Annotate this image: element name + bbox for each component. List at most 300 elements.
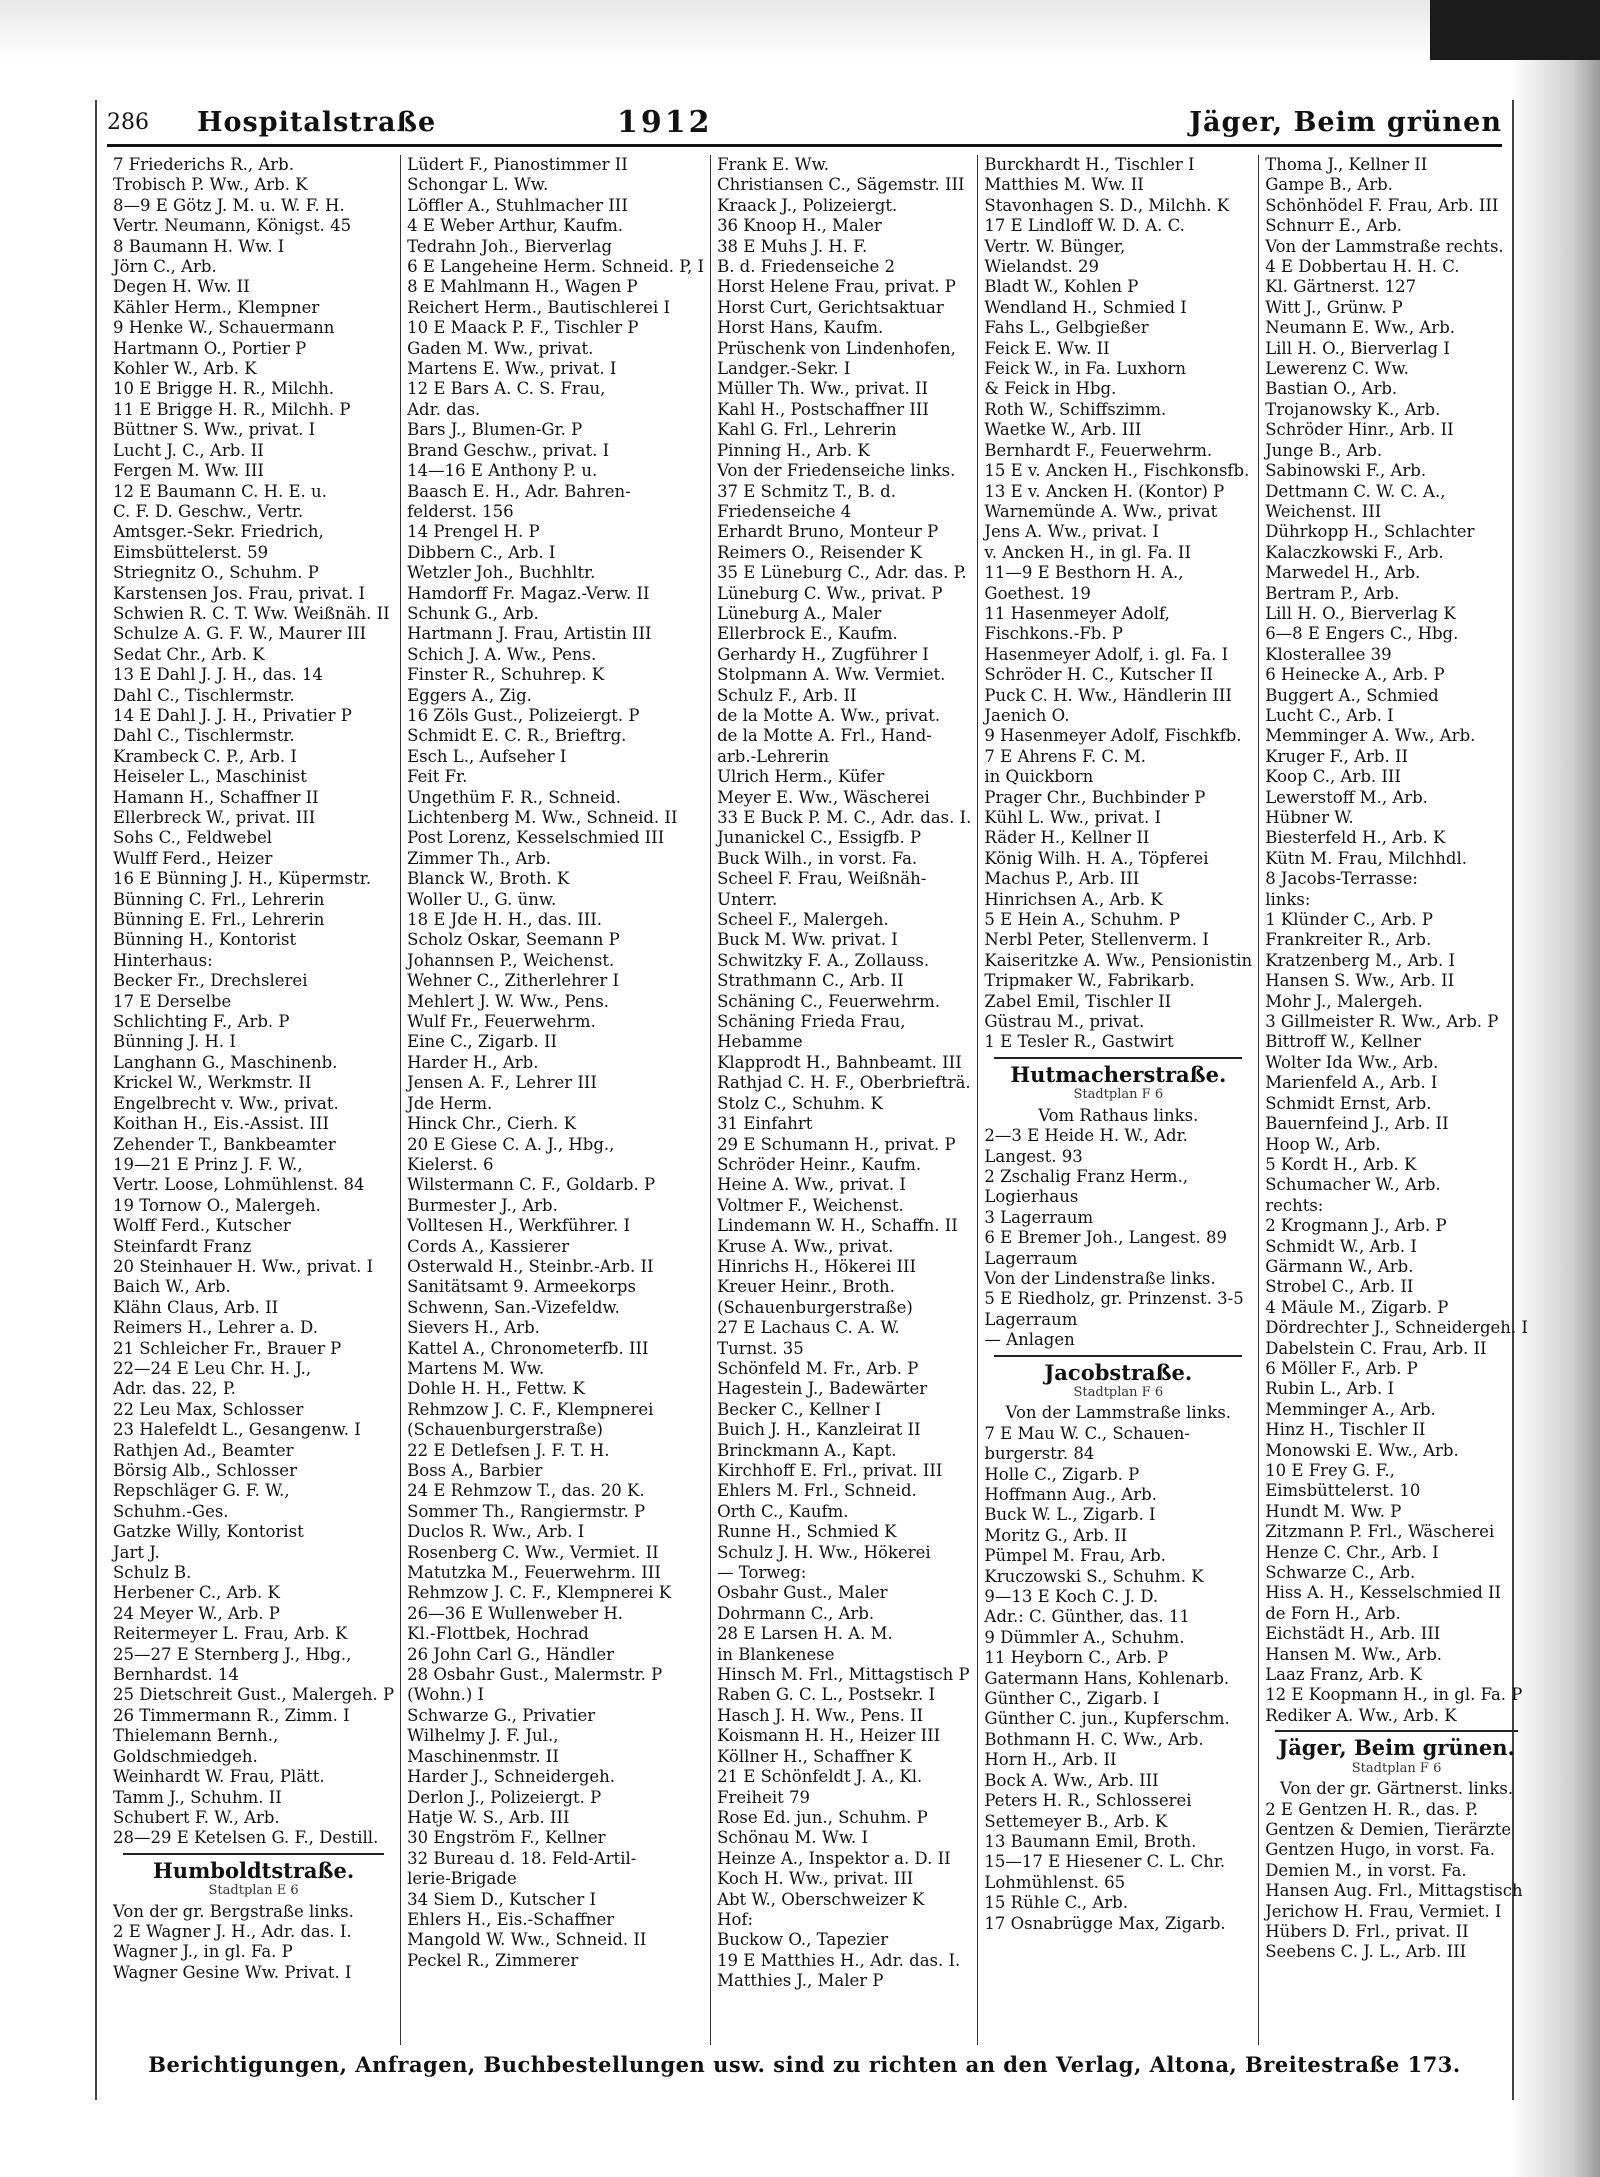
directory-entry: Büttner S. Ww., privat. I	[113, 420, 316, 440]
directory-entry: 9 Dümmler A., Schuhm.	[984, 1627, 1185, 1647]
directory-entry: Degen H. Ww. II	[113, 277, 250, 297]
directory-entry: Schäning Frieda Frau,	[717, 1012, 906, 1032]
directory-entry: Orth C., Kaufm.	[717, 1501, 849, 1521]
directory-entry: 14 Prengel H. P	[407, 522, 540, 542]
directory-entry: Tedrahn Joh., Bierverlag	[407, 236, 613, 256]
directory-entry: Brinckmann A., Kapt.	[717, 1440, 897, 1460]
directory-entry: Maschinenmstr. II	[407, 1746, 559, 1766]
directory-entry: Junanickel C., Essigfb. P	[717, 828, 922, 848]
directory-entry: Gentzen Hugo, in vorst. Fa.	[1265, 1840, 1496, 1860]
directory-entry: Wolff Ferd., Kutscher	[113, 1216, 291, 1236]
directory-entry: Rehmzow J. C. F., Klempnerei K	[407, 1583, 672, 1603]
directory-entry: Peters H. R., Schlosserei	[984, 1791, 1192, 1811]
directory-entry: Kalaczkowski F., Arb.	[1265, 542, 1444, 562]
publisher-footer: Berichtigungen, Anfragen, Buchbestellungen usw. sind zu richten an den Verlag, Altona, Breitestraße 173.	[148, 2052, 1461, 2077]
directory-entry: Dabelstein C. Frau, Arb. II	[1265, 1338, 1487, 1358]
directory-entry: Osterwald H., Steinbr.-Arb. II	[407, 1256, 654, 1276]
directory-entry: Schubert F. W., Arb.	[113, 1807, 280, 1827]
directory-entry: Koithan H., Eis.-Assist. III	[113, 1114, 330, 1134]
directory-entry: Woller U., G. ünw.	[407, 889, 557, 909]
directory-entry: Hinrichsen A., Arb. K	[984, 889, 1163, 909]
directory-entry: Schmidt Ernst, Arb.	[1265, 1093, 1432, 1113]
directory-entry: lerie-Brigade	[407, 1869, 517, 1889]
directory-entry: Hof:	[717, 1909, 754, 1929]
directory-entry: Kaiseritzke A. Ww., Pensionistin	[984, 950, 1253, 970]
directory-entry: Striegnitz O., Schuhm. P	[113, 563, 319, 583]
directory-entry: Wilhelmy J. F. Jul.,	[407, 1726, 559, 1746]
directory-entry: Witt J., Grünw. P	[1265, 297, 1403, 317]
directory-entry: Hinrichs H., Hökerei III	[717, 1256, 917, 1276]
directory-entry: 22 E Detlefsen J. F. T. H.	[407, 1440, 610, 1460]
directory-entry: Bars J., Blumen-Gr. P	[407, 420, 583, 440]
directory-entry: 17 E Lindloff W. D. A. C.	[984, 216, 1185, 236]
directory-entry: Trojanowsky K., Arb.	[1265, 399, 1441, 419]
directory-entry: 26—36 E Wullenweber H.	[407, 1603, 624, 1623]
directory-entry: Gärmann W., Arb.	[1265, 1256, 1414, 1276]
directory-entry: Hoffmann Aug., Arb.	[984, 1485, 1157, 1504]
directory-entry: Bladt W., Kohlen P	[984, 277, 1139, 297]
directory-entry: 13 E v. Ancken H. (Kontor) P	[984, 481, 1225, 501]
directory-entry: Memminger A. Ww., Arb.	[1265, 726, 1476, 746]
directory-entry: 28 E Larsen H. A. M.	[717, 1624, 893, 1644]
directory-entry: 11—9 E Besthorn H. A.,	[984, 563, 1184, 583]
street-direction-note: Vom Rathaus links.	[1038, 1105, 1199, 1125]
directory-entry: Lucht C., Arb. I	[1265, 705, 1394, 725]
directory-entry: Wulf Fr., Feuerwehrm.	[407, 1012, 596, 1032]
directory-entry: Adr. das. 22, P.	[113, 1379, 236, 1399]
scan-corner	[1430, 0, 1600, 60]
directory-entry: Bernhardst. 14	[113, 1665, 239, 1685]
directory-entry: Sievers H., Arb.	[407, 1318, 540, 1338]
directory-entry: 1 Klünder C., Arb. P	[1265, 910, 1433, 930]
directory-entry: Volltesen H., Werkführer. I	[407, 1216, 631, 1236]
directory-entry: Kattel A., Chronometerfb. III	[407, 1338, 649, 1358]
directory-entry: Kohler W., Arb. K	[113, 359, 257, 379]
directory-entry: felderst. 156	[407, 501, 514, 521]
directory-entry: Klapprodt H., Bahnbeamt. III	[717, 1052, 962, 1072]
directory-entry: Junge B., Arb.	[1265, 440, 1383, 460]
directory-entry: Buggert A., Schmied	[1265, 685, 1439, 705]
street-direction-note: Von der Lammstraße links.	[1005, 1403, 1232, 1423]
directory-entry: Stolz C., Schuhm. K	[717, 1093, 883, 1113]
street-heading: Hutmacherstraße.	[1010, 1061, 1227, 1087]
directory-entry: Bertram P., Arb.	[1265, 583, 1400, 603]
directory-entry: Reimers H., Lehrer a. D.	[113, 1318, 318, 1338]
directory-entry: Strathmann C., Arb. II	[717, 971, 904, 991]
directory-entry: Kl.-Flottbek, Hochrad	[407, 1624, 589, 1644]
directory-entry: Hansen S. Ww., Arb. II	[1265, 971, 1455, 991]
section-rule	[123, 1853, 384, 1855]
street-right-title: Jäger, Beim grünen	[1189, 106, 1502, 138]
directory-entry: Bünning E. Frl., Lehrerin	[113, 910, 325, 930]
directory-entry: Eimsbüttelerst. 10	[1265, 1481, 1421, 1501]
directory-entry: Wolter Ida Ww., Arb.	[1265, 1052, 1439, 1072]
directory-entry: Gerhardy H., Zugführer I	[717, 644, 929, 664]
directory-entry: Osbahr Gust., Maler	[717, 1583, 888, 1603]
directory-entry: Von der Lindenstraße links.	[984, 1268, 1216, 1288]
directory-entry: Derlon J., Polizeiergt. P	[407, 1787, 602, 1807]
directory-entry: Fergen M. Ww. III	[113, 461, 264, 481]
directory-entry: Wetzler Joh., Buchhltr.	[407, 563, 596, 583]
directory-entry: Harder H., Arb.	[407, 1052, 539, 1072]
directory-entry: Zimmer Th., Arb.	[407, 848, 552, 868]
directory-entry: Schwien R. C. T. Ww. Weißnäh. II	[113, 603, 390, 623]
directory-entry: Köllner H., Schaffner K	[717, 1746, 912, 1766]
directory-entry: rechts:	[1265, 1195, 1324, 1215]
directory-entry: Hebamme	[717, 1032, 803, 1052]
directory-entry: 4 E Weber Arthur, Kaufm.	[407, 216, 624, 236]
directory-entry: 12 E Baumann C. H. E. u.	[113, 481, 327, 501]
directory-entry: Lewerenz C. Ww.	[1265, 359, 1409, 379]
directory-entry: Kütn M. Frau, Milchhdl.	[1265, 848, 1467, 868]
directory-entry: Pümpel M. Frau, Arb.	[984, 1546, 1166, 1566]
directory-entry: Lewerstoff M., Arb.	[1265, 787, 1428, 807]
directory-entry: 2 E Wagner J. H., Adr. das. I.	[113, 1921, 352, 1941]
directory-entry: Schönhödel F. Frau, Arb. III	[1265, 195, 1499, 215]
directory-entry: Wehner C., Zitherlehrer I	[407, 971, 620, 991]
directory-entry: Eichstädt H., Arb. III	[1265, 1624, 1441, 1644]
directory-entry: Horst Hans, Kaufm.	[717, 318, 884, 338]
directory-entry: 22—24 E Leu Chr. H. J.,	[113, 1358, 312, 1378]
directory-entry: Baich W., Arb.	[113, 1277, 231, 1297]
directory-entry: Reimers O., Reisender K	[717, 542, 922, 562]
directory-entry: 4 Mäule M., Zigarb. P	[1265, 1297, 1449, 1317]
directory-entry: Raben G. C. L., Postsekr. I	[717, 1685, 935, 1705]
directory-entry: Hamdorff Fr. Magaz.-Verw. II	[407, 583, 650, 603]
directory-entry: Langhann G., Maschinenb.	[113, 1052, 338, 1072]
directory-entry: Koop C., Arb. III	[1265, 767, 1401, 787]
directory-entry: Buich J. H., Kanzleirat II	[717, 1420, 921, 1440]
directory-entry: Vertr. W. Bünger,	[984, 236, 1126, 256]
directory-entry: Hundt M. Ww. P	[1265, 1501, 1402, 1521]
directory-entry: Thoma J., Kellner II	[1265, 155, 1428, 174]
directory-entry: Brand Geschw., privat. I	[407, 440, 610, 460]
directory-entry: Schwitzky F. A., Zollauss.	[717, 950, 930, 970]
directory-entry: Rathjad C. H. F., Oberbriefträ.	[717, 1073, 971, 1093]
directory-entry: Hansen Aug. Frl., Mittagstisch	[1265, 1881, 1523, 1901]
directory-entry: 24 E Rehmzow T., das. 20 K.	[407, 1481, 645, 1501]
directory-entry: Becker C., Kellner I	[717, 1399, 882, 1419]
section-rule	[994, 1057, 1242, 1059]
directory-entry: Gatermann Hans, Kohlenarb.	[984, 1668, 1230, 1688]
directory-entry: 29 E Schumann H., privat. P	[717, 1134, 956, 1154]
directory-entry: Marienfeld A., Arb. I	[1265, 1073, 1438, 1093]
directory-entry: Vertr. Loose, Lohmühlenst. 84	[113, 1175, 365, 1195]
directory-entry: Puck C. H. Ww., Händlerin III	[984, 685, 1232, 705]
directory-entry: Scholz Oskar, Seemann P	[407, 930, 620, 950]
directory-entry: Hinz H., Tischler II	[1265, 1420, 1426, 1440]
city-map-reference: Stadtplan E 6	[208, 1883, 299, 1899]
directory-entry: 6 E Langeheine Herm. Schneid. P, I	[407, 257, 705, 277]
directory-entry: Finster R., Schuhrep. K	[407, 665, 605, 685]
directory-entry: Bernhardt F., Feuerwehrm.	[984, 440, 1213, 460]
directory-entry: Kahl G. Frl., Lehrerin	[717, 420, 897, 440]
directory-entry: 12 E Bars A. C. S. Frau,	[407, 379, 606, 399]
section-rule	[1275, 1730, 1518, 1732]
street-left-title: Hospitalstraße	[197, 106, 437, 138]
directory-entry: Ungethüm F. R., Schneid.	[407, 787, 621, 807]
directory-entry: Lichtenberg M. Ww., Schneid. II	[407, 808, 678, 827]
directory-entry: Amtsger.-Sekr. Friedrich,	[113, 522, 324, 542]
directory-entry: Hartmann J. Frau, Artistin III	[407, 624, 652, 644]
directory-entry: Schröder Heinr., Kaufm.	[717, 1154, 922, 1174]
column-4	[978, 155, 1259, 2045]
year-title: 1912	[617, 104, 713, 140]
directory-entry: 8 Jacobs-Terrasse:	[1265, 869, 1418, 889]
directory-entry: 2 Krogmann J., Arb. P	[1265, 1216, 1447, 1236]
directory-entry: Dördrechter J., Schneidergeh. I	[1265, 1318, 1528, 1338]
directory-entry: Dahl C., Tischlermstr.	[113, 685, 295, 705]
directory-entry: 5 E Riedholz, gr. Prinzenst. 3-5	[984, 1289, 1244, 1309]
directory-entry: Löffler A., Stuhlmacher III	[407, 195, 628, 215]
directory-entry: Unterr.	[717, 889, 778, 909]
directory-entry: Langest. 93	[984, 1146, 1083, 1166]
directory-entry: Rathjen Ad., Beamter	[113, 1440, 294, 1460]
directory-entry: 21 Schleicher Fr., Brauer P	[113, 1338, 342, 1358]
directory-entry: Duclos R. Ww., Arb. I	[407, 1522, 585, 1542]
directory-entry: Kraack J., Polizeiergt.	[717, 195, 898, 215]
directory-entry: 26 John Carl G., Händler	[407, 1644, 614, 1664]
directory-entry: Seebens C. J. L., Arb. III	[1265, 1942, 1467, 1962]
directory-entry: Neumann E. Ww., Arb.	[1265, 318, 1456, 338]
directory-entry: Kruse A. Ww., privat.	[717, 1236, 894, 1256]
directory-entry: Ellerbreck W., privat. III	[113, 808, 316, 827]
directory-entry: 20 E Giese C. A. J., Hbg.,	[407, 1134, 615, 1154]
directory-entry: 6 E Bremer Joh., Langest. 89	[984, 1228, 1227, 1248]
directory-entry: Friedenseiche 4	[717, 501, 852, 521]
directory-entry: B. d. Friedenseiche 2	[717, 257, 895, 277]
directory-entry: Hansen M. Ww., Arb.	[1265, 1644, 1442, 1664]
directory-entry: Klähn Claus, Arb. II	[113, 1297, 279, 1317]
directory-entry: Heine A. Ww., privat. I	[717, 1175, 906, 1195]
directory-entry: Müller Th. Ww., privat. II	[717, 379, 929, 399]
directory-entry: Fischkons.-Fb. P	[984, 624, 1123, 644]
directory-entry: Jaenich O.	[984, 705, 1070, 725]
column-1	[107, 155, 401, 2045]
directory-entry: Henze C. Chr., Arb. I	[1265, 1542, 1439, 1562]
directory-entry: Heinze A., Inspektor a. D. II	[717, 1848, 951, 1868]
directory-entry: Jens A. Ww., privat. I	[984, 522, 1159, 542]
directory-entry: Horst Curt, Gerichtsaktuar	[717, 297, 944, 317]
directory-entry: 14—16 E Anthony P. u.	[407, 461, 598, 481]
column-3	[711, 155, 978, 2045]
directory-entry: Hasenmeyer Adolf, i. gl. Fa. I	[984, 644, 1229, 664]
directory-entry: Kreuer Heinr., Broth.	[717, 1277, 895, 1297]
directory-entry: Mehlert J. W. Ww., Pens.	[407, 991, 609, 1011]
directory-entry: Von der Friedenseiche links.	[717, 461, 956, 481]
directory-entry: Buck Wilh., in vorst. Fa.	[717, 848, 918, 868]
directory-entry: Nerbl Peter, Stellenverm. I	[984, 930, 1209, 950]
directory-entry: 19—21 E Prinz J. F. W.,	[113, 1154, 303, 1174]
directory-entry: Mohr J., Malergeh.	[1265, 991, 1423, 1011]
directory-entry: Hübner W.	[1265, 808, 1354, 827]
directory-entry: Scheel F., Malergeh.	[717, 910, 889, 930]
directory-entry: 19 Tornow O., Malergeh.	[113, 1195, 321, 1215]
directory-entry: Memminger A., Arb.	[1265, 1399, 1436, 1419]
directory-entry: Wulff Ferd., Heizer	[113, 848, 273, 868]
directory-entry: 2 E Gentzen H. R., das. P.	[1265, 1799, 1479, 1819]
directory-entry: Güstrau M., privat.	[984, 1012, 1145, 1032]
directory-entry: 15—17 E Hiesener C. L. Chr.	[984, 1852, 1226, 1872]
directory-entry: Wagner Gesine Ww. Privat. I	[113, 1962, 352, 1982]
directory-entry: Kahl H., Postschaffner III	[717, 399, 929, 419]
directory-entry: Holle C., Zigarb. P	[984, 1464, 1140, 1484]
directory-entry: Hasch J. H. Ww., Pens. II	[717, 1705, 924, 1725]
directory-entry: — Anlagen	[984, 1330, 1075, 1350]
directory-entry: Gaden M. Ww., privat.	[407, 338, 594, 358]
directory-entry: Prager Chr., Buchbinder P	[984, 787, 1206, 807]
directory-entry: Gatzke Willy, Kontorist	[113, 1522, 304, 1542]
directory-entry: Tripmaker W., Fabrikarb.	[984, 971, 1195, 991]
directory-entry: 9 Henke W., Schauermann	[113, 318, 335, 338]
directory-entry: Matthies M. Ww. II	[984, 175, 1144, 195]
directory-entry: 23 Halefeldt L., Gesangenw. I	[113, 1420, 361, 1440]
directory-entry: Peckel R., Zimmerer	[407, 1950, 579, 1970]
directory-entry: Gentzen & Demien, Tierärzte	[1265, 1819, 1512, 1839]
column-5	[1259, 155, 1534, 2045]
directory-entry: 5 E Hein A., Schuhm. P	[984, 910, 1181, 930]
directory-entry: 16 E Bünning J. H., Küpermstr.	[113, 869, 372, 889]
directory-entry: Martens M. Ww.	[407, 1358, 545, 1378]
directory-entry: Gampe B., Arb.	[1265, 175, 1393, 195]
directory-entry: burgerstr. 84	[984, 1444, 1095, 1464]
directory-entry: Hiss A. H., Kesselschmied II	[1265, 1583, 1502, 1603]
directory-entry: Hamann H., Schaffner II	[113, 787, 319, 807]
directory-entry: 33 E Buck P. M. C., Adr. das. I.	[717, 808, 972, 827]
directory-entry: Krickel W., Werkmstr. II	[113, 1073, 312, 1093]
directory-entry: Ehlers H., Eis.-Schaffner	[407, 1909, 615, 1929]
directory-entry: 2 Zschalig Franz Herm.,	[984, 1166, 1189, 1186]
directory-entry: Ulrich Herm., Küfer	[717, 767, 885, 787]
directory-entry: Schröder Hinr., Arb. II	[1265, 420, 1454, 440]
directory-entry: Buckow O., Tapezier	[717, 1930, 889, 1950]
directory-entry: Schumacher W., Arb.	[1265, 1175, 1441, 1195]
directory-entry: 10 E Frey G. F.,	[1265, 1461, 1395, 1480]
directory-entry: Lucht J. C., Arb. II	[113, 440, 264, 460]
directory-entry: Rose Ed. jun., Schuhm. P	[717, 1807, 928, 1827]
directory-entry: Schmidt W., Arb. I	[1265, 1236, 1417, 1256]
directory-entry: Koismann H. H., Heizer III	[717, 1726, 941, 1746]
directory-entry: 16 Zöls Gust., Polizeiergt. P	[407, 705, 640, 725]
directory-entry: Bauernfeind J., Arb. II	[1265, 1114, 1449, 1134]
directory-entry: Buck M. Ww. privat. I	[717, 930, 898, 950]
directory-entry: Hübers D. Frl., privat. II	[1265, 1921, 1469, 1941]
directory-entry: 10 E Brigge H. R., Milchh.	[113, 379, 335, 399]
directory-entry: Matthies J., Maler P	[717, 1971, 884, 1991]
directory-entry: Lüneburg C. Ww., privat. P	[717, 583, 943, 603]
directory-entry: Bastian O., Arb.	[1265, 379, 1398, 399]
directory-entry: 7 E Mau W. C., Schauen-	[984, 1423, 1190, 1443]
directory-entry: Repschläger G. F. W.,	[113, 1481, 290, 1501]
directory-entry: Von der Lammstraße rechts.	[1265, 236, 1504, 256]
directory-entry: Machus P., Arb. III	[984, 869, 1140, 889]
directory-entry: v. Ancken H., in gl. Fa. II	[984, 542, 1191, 562]
directory-entry: 35 E Lüneburg C., Adr. das. P.	[717, 563, 967, 583]
directory-entry: 37 E Schmitz T., B. d.	[717, 481, 896, 501]
directory-entry: 15 Rühle C., Arb.	[984, 1893, 1128, 1913]
directory-entry: 12 E Koopmann H., in gl. Fa. P	[1265, 1685, 1523, 1705]
directory-entry: de la Motte A. Ww., privat.	[717, 705, 941, 725]
directory-entry: Tamm J., Schuhm. II	[113, 1787, 282, 1807]
directory-entry: Engelbrecht v. Ww., privat.	[113, 1093, 339, 1113]
directory-entry: Wagner J., in gl. Fa. P	[113, 1942, 293, 1962]
directory-entry: Steinfardt Franz	[113, 1236, 252, 1256]
directory-entry: 38 E Muhs J. H. F.	[717, 236, 868, 256]
column-2	[401, 155, 711, 2045]
directory-entry: Schlichting F., Arb. P	[113, 1012, 290, 1032]
columns	[107, 155, 1528, 2045]
directory-entry: Jörn C., Arb.	[113, 257, 217, 277]
directory-entry: Schulz F., Arb. II	[717, 685, 857, 705]
directory-entry: Krambeck C. P., Arb. I	[113, 746, 297, 766]
directory-entry: 17 E Derselbe	[113, 991, 232, 1011]
city-map-reference: Stadtplan F 6	[1073, 1384, 1164, 1400]
directory-entry: Rubin L., Arb. I	[1265, 1379, 1395, 1399]
directory-entry: Landger.-Sekr. I	[717, 359, 851, 379]
directory-entry: Bothmann H. C. Ww., Arb.	[984, 1729, 1204, 1749]
directory-entry: Vertr. Neumann, Königst. 45	[113, 216, 352, 236]
directory-entry: 15 E v. Ancken H., Fischkonsfb.	[984, 461, 1250, 481]
directory-entry: (Schauenburgerstraße)	[407, 1420, 603, 1440]
directory-entry: 7 Friederichs R., Arb.	[113, 155, 294, 174]
directory-entry: Dührkopp H., Schlachter	[1265, 522, 1475, 542]
directory-entry: Kähler Herm., Klempner	[113, 297, 320, 317]
directory-entry: Lill H. O., Bierverlag K	[1265, 603, 1456, 623]
directory-entry: Karstensen Jos. Frau, privat. I	[113, 583, 365, 603]
directory-entry: Eimsbüttelerst. 59	[113, 542, 269, 562]
directory-entry: Rehmzow J. C. F., Klempnerei	[407, 1399, 654, 1419]
directory-entry: 31 Einfahrt	[717, 1114, 813, 1134]
directory-entry: Esch L., Aufseher I	[407, 746, 567, 766]
directory-entry: Jart J.	[113, 1542, 160, 1562]
directory-entry: Harder J., Schneidergeh.	[407, 1767, 616, 1787]
directory-entry: Hagestein J., Badewärter	[717, 1379, 928, 1399]
directory-entry: König Wilh. H. A., Töpferei	[984, 848, 1209, 868]
directory-entry: Schwarze G., Privatier	[407, 1705, 596, 1725]
directory-entry: 26 Timmermann R., Zimm. I	[113, 1705, 350, 1725]
directory-entry: Becker Fr., Drechslerei	[113, 971, 308, 991]
directory-entry: Erhardt Bruno, Monteur P	[717, 522, 939, 542]
directory-entry: 32 Bureau d. 18. Feld-Artil-	[407, 1848, 637, 1868]
directory-entry: — Torweg:	[717, 1563, 807, 1583]
directory-entry: Jde Herm.	[407, 1093, 493, 1113]
directory-entry: Lagerraum	[984, 1309, 1078, 1329]
directory-entry: Boss A., Barbier	[407, 1461, 543, 1480]
directory-entry: Schnurr E., Arb.	[1265, 216, 1403, 236]
directory-entry: links:	[1265, 889, 1311, 909]
directory-entry: Schich J. A. Ww., Pens.	[407, 644, 597, 664]
directory-entry: Schulz J. H. Ww., Hökerei	[717, 1542, 931, 1562]
directory-entry: 30 Engström F., Kellner	[407, 1828, 606, 1848]
directory-entry: in Blankenese	[717, 1644, 835, 1664]
directory-entry: Thielemann Bernh.,	[113, 1726, 279, 1746]
directory-entry: Post Lorenz, Kesselschmied III	[407, 828, 665, 848]
directory-entry: Prüschenk von Lindenhofen,	[717, 338, 956, 358]
directory-entry: Dibbern C., Arb. I	[407, 542, 556, 562]
directory-entry: Hinck Chr., Cierh. K	[407, 1114, 576, 1134]
directory-entry: Rediker A. Ww., Arb. K	[1265, 1705, 1457, 1725]
street-heading: Humboldtstraße.	[152, 1857, 355, 1883]
directory-entry: 28—29 E Ketelsen G. F., Destill.	[113, 1828, 379, 1848]
directory-entry: Runne H., Schmied K	[717, 1522, 897, 1542]
directory-entry: de la Motte A. Frl., Hand-	[717, 726, 932, 746]
directory-entry: (Wohn.) I	[407, 1685, 485, 1705]
directory-entry: Lüneburg A., Maler	[717, 603, 882, 623]
directory-entry: Frankreiter R., Arb.	[1265, 930, 1432, 950]
directory-entry: 13 E Dahl J. J. H., das. 14	[113, 665, 323, 685]
directory-entry: Cords A., Kassierer	[407, 1236, 570, 1256]
directory-entry: 27 E Lachaus C. A. W.	[717, 1318, 900, 1338]
